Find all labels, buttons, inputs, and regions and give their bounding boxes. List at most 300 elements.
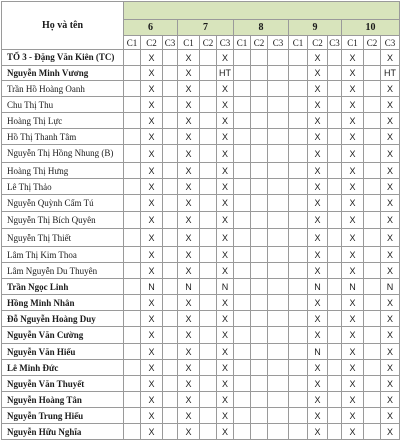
attendance-cell	[364, 179, 381, 195]
table-row	[2, 408, 400, 424]
attendance-cell: X	[381, 229, 400, 247]
attendance-cell: X	[217, 145, 234, 163]
attendance-cell: X	[308, 113, 328, 129]
attendance-cell	[251, 376, 268, 392]
attendance-cell	[234, 295, 251, 311]
attendance-cell: X	[342, 179, 364, 195]
attendance-cell	[328, 408, 342, 424]
table-row	[2, 212, 400, 229]
table-row	[2, 50, 400, 66]
member-name: Lê Thị Thảo	[2, 179, 124, 195]
attendance-cell: X	[342, 424, 364, 440]
attendance-cell	[251, 179, 268, 195]
attendance-cell	[364, 229, 381, 247]
attendance-cell	[234, 392, 251, 408]
member-name: Nguyễn Thị Thiết	[2, 229, 124, 247]
attendance-cell: X	[178, 392, 200, 408]
attendance-cell	[163, 195, 178, 212]
attendance-cell: X	[381, 327, 400, 344]
week-header-9: 9	[289, 20, 342, 36]
attendance-cell	[163, 360, 178, 376]
attendance-cell: N	[141, 279, 163, 295]
attendance-cell: X	[381, 344, 400, 360]
attendance-cell	[124, 145, 141, 163]
attendance-cell: X	[178, 327, 200, 344]
attendance-cell: X	[178, 163, 200, 179]
attendance-cell	[251, 50, 268, 66]
attendance-cell: X	[141, 179, 163, 195]
attendance-cell	[200, 376, 217, 392]
attendance-cell	[124, 408, 141, 424]
attendance-cell	[289, 327, 308, 344]
attendance-cell: X	[308, 195, 328, 212]
member-name: Trần Ngọc Linh	[2, 279, 124, 295]
attendance-cell	[268, 295, 289, 311]
attendance-cell	[289, 279, 308, 295]
attendance-cell: X	[381, 163, 400, 179]
attendance-cell	[268, 81, 289, 97]
table-row	[2, 145, 400, 163]
attendance-cell: X	[381, 295, 400, 311]
attendance-cell	[124, 66, 141, 81]
attendance-cell	[289, 424, 308, 440]
attendance-cell	[328, 229, 342, 247]
attendance-cell	[200, 129, 217, 145]
member-name: Nguyễn Minh Vương	[2, 66, 124, 81]
attendance-cell: X	[342, 66, 364, 81]
subcol-header-7-c2: C2	[200, 36, 217, 50]
member-name: Đỗ Nguyễn Hoàng Duy	[2, 311, 124, 327]
week-header-8: 8	[234, 20, 289, 36]
attendance-cell	[163, 212, 178, 229]
attendance-cell: X	[141, 247, 163, 263]
attendance-cell: X	[342, 247, 364, 263]
attendance-cell: X	[141, 212, 163, 229]
attendance-cell	[124, 376, 141, 392]
attendance-cell: X	[342, 163, 364, 179]
attendance-cell: X	[217, 392, 234, 408]
attendance-cell	[251, 212, 268, 229]
attendance-cell	[289, 163, 308, 179]
attendance-cell	[251, 247, 268, 263]
attendance-cell	[364, 376, 381, 392]
attendance-cell	[328, 327, 342, 344]
attendance-cell	[124, 113, 141, 129]
attendance-cell: X	[381, 195, 400, 212]
member-name: Lâm Thị Kim Thoa	[2, 247, 124, 263]
attendance-cell	[251, 344, 268, 360]
attendance-cell	[364, 279, 381, 295]
attendance-cell: X	[308, 392, 328, 408]
attendance-cell	[328, 279, 342, 295]
attendance-cell	[234, 376, 251, 392]
attendance-cell: X	[381, 408, 400, 424]
attendance-cell	[289, 50, 308, 66]
attendance-cell	[200, 424, 217, 440]
week-header-10: 10	[342, 20, 400, 36]
attendance-cell	[234, 344, 251, 360]
member-name: Trần Hồ Hoàng Oanh	[2, 81, 124, 97]
attendance-cell	[251, 327, 268, 344]
attendance-cell: X	[178, 424, 200, 440]
attendance-cell	[364, 311, 381, 327]
attendance-cell: X	[217, 327, 234, 344]
attendance-cell	[268, 360, 289, 376]
attendance-cell	[328, 263, 342, 279]
week-header-6: 6	[124, 20, 178, 36]
attendance-cell: X	[141, 360, 163, 376]
attendance-cell	[328, 145, 342, 163]
attendance-cell: X	[217, 376, 234, 392]
attendance-cell	[200, 247, 217, 263]
attendance-cell	[328, 163, 342, 179]
attendance-cell: X	[141, 97, 163, 113]
attendance-cell: X	[178, 263, 200, 279]
attendance-cell: X	[381, 247, 400, 263]
attendance-cell: X	[308, 163, 328, 179]
attendance-cell	[163, 97, 178, 113]
subcol-header-10-c1: C1	[342, 36, 364, 50]
attendance-cell	[251, 129, 268, 145]
attendance-cell: X	[308, 97, 328, 113]
attendance-cell: X	[141, 81, 163, 97]
attendance-cell	[251, 163, 268, 179]
attendance-cell: X	[141, 311, 163, 327]
attendance-cell: X	[217, 311, 234, 327]
attendance-cell	[124, 81, 141, 97]
attendance-cell	[163, 392, 178, 408]
attendance-cell	[289, 129, 308, 145]
attendance-cell: X	[381, 360, 400, 376]
attendance-cell: HT	[217, 66, 234, 81]
attendance-cell	[364, 263, 381, 279]
attendance-cell	[289, 66, 308, 81]
table-row	[2, 81, 400, 97]
attendance-cell: X	[308, 376, 328, 392]
member-name: Lâm Nguyễn Du Thuyên	[2, 263, 124, 279]
attendance-cell	[289, 113, 308, 129]
attendance-cell	[328, 311, 342, 327]
attendance-cell	[234, 145, 251, 163]
attendance-cell: X	[381, 50, 400, 66]
attendance-cell: X	[308, 424, 328, 440]
attendance-cell: X	[217, 344, 234, 360]
attendance-cell	[251, 311, 268, 327]
table-row	[2, 129, 400, 145]
attendance-cell	[364, 408, 381, 424]
attendance-cell: X	[141, 408, 163, 424]
attendance-cell: X	[308, 360, 328, 376]
attendance-cell	[268, 311, 289, 327]
attendance-cell: X	[141, 163, 163, 179]
attendance-cell	[251, 97, 268, 113]
attendance-cell: X	[308, 212, 328, 229]
attendance-cell: X	[178, 295, 200, 311]
member-name: Nguyễn Thị Bích Quyên	[2, 212, 124, 229]
attendance-cell	[234, 229, 251, 247]
attendance-cell	[251, 229, 268, 247]
member-name: Hoàng Thị Lực	[2, 113, 124, 129]
attendance-cell: X	[342, 263, 364, 279]
subcol-header-8-c1: C1	[234, 36, 251, 50]
attendance-cell	[124, 129, 141, 145]
attendance-cell: X	[308, 263, 328, 279]
attendance-cell	[200, 81, 217, 97]
member-name: Nguyễn Văn Hiếu	[2, 344, 124, 360]
attendance-cell: X	[217, 97, 234, 113]
attendance-cell	[289, 229, 308, 247]
attendance-cell	[289, 344, 308, 360]
attendance-cell	[163, 179, 178, 195]
attendance-cell	[234, 424, 251, 440]
attendance-cell	[251, 408, 268, 424]
table-row	[2, 179, 400, 195]
attendance-cell	[364, 145, 381, 163]
attendance-cell: X	[141, 66, 163, 81]
subcol-header-7-c3: C3	[217, 36, 234, 50]
table-row	[2, 327, 400, 344]
subcol-header-8-c2: C2	[251, 36, 268, 50]
attendance-cell: X	[141, 295, 163, 311]
attendance-cell	[289, 97, 308, 113]
table-row	[2, 360, 400, 376]
table-row	[2, 344, 400, 360]
attendance-cell: X	[381, 179, 400, 195]
member-name: TỔ 3 - Đặng Văn Kiên (TC)	[2, 50, 124, 66]
attendance-cell: X	[381, 212, 400, 229]
attendance-cell	[289, 179, 308, 195]
attendance-cell	[234, 81, 251, 97]
attendance-cell: HT	[381, 66, 400, 81]
attendance-cell	[289, 376, 308, 392]
attendance-cell	[234, 129, 251, 145]
subcol-header-8-c3: C3	[268, 36, 289, 50]
attendance-cell	[124, 163, 141, 179]
attendance-cell: X	[141, 392, 163, 408]
subcol-header-9-c1: C1	[289, 36, 308, 50]
attendance-cell: X	[217, 295, 234, 311]
attendance-cell: X	[217, 212, 234, 229]
attendance-cell	[163, 408, 178, 424]
member-name: Chu Thị Thu	[2, 97, 124, 113]
attendance-cell: X	[178, 97, 200, 113]
attendance-cell	[251, 145, 268, 163]
attendance-cell	[234, 247, 251, 263]
attendance-cell: X	[141, 424, 163, 440]
attendance-cell	[163, 229, 178, 247]
attendance-cell	[251, 392, 268, 408]
attendance-cell: N	[381, 279, 400, 295]
attendance-cell: X	[178, 195, 200, 212]
attendance-cell	[251, 279, 268, 295]
attendance-cell: X	[381, 376, 400, 392]
attendance-cell	[163, 66, 178, 81]
attendance-cell	[268, 327, 289, 344]
attendance-cell: X	[178, 129, 200, 145]
table-row	[2, 263, 400, 279]
attendance-cell: X	[308, 229, 328, 247]
attendance-cell: X	[308, 179, 328, 195]
attendance-cell	[124, 247, 141, 263]
attendance-cell: X	[342, 311, 364, 327]
attendance-cell: X	[342, 81, 364, 97]
attendance-cell	[200, 145, 217, 163]
attendance-cell: N	[342, 279, 364, 295]
attendance-cell: X	[342, 392, 364, 408]
attendance-cell	[251, 66, 268, 81]
table-row	[2, 163, 400, 179]
attendance-cell	[289, 145, 308, 163]
attendance-cell	[268, 129, 289, 145]
attendance-cell	[251, 263, 268, 279]
attendance-cell	[289, 295, 308, 311]
attendance-cell	[200, 113, 217, 129]
table-row	[2, 195, 400, 212]
attendance-cell: X	[178, 311, 200, 327]
attendance-cell: X	[342, 50, 364, 66]
member-name: Nguyễn Văn Cường	[2, 327, 124, 344]
member-name: Hoàng Thị Hưng	[2, 163, 124, 179]
attendance-cell: X	[178, 376, 200, 392]
attendance-cell: X	[342, 408, 364, 424]
table-row	[2, 97, 400, 113]
member-name: Nguyễn Hữu Nghĩa	[2, 424, 124, 440]
attendance-cell: X	[308, 129, 328, 145]
attendance-cell	[200, 263, 217, 279]
subcol-header-9-c2: C2	[308, 36, 328, 50]
attendance-cell	[268, 229, 289, 247]
attendance-cell	[251, 195, 268, 212]
table-row	[2, 295, 400, 311]
week-header-7: 7	[178, 20, 234, 36]
attendance-cell	[364, 163, 381, 179]
attendance-cell	[289, 408, 308, 424]
attendance-cell	[200, 360, 217, 376]
attendance-cell	[364, 113, 381, 129]
attendance-cell: X	[217, 424, 234, 440]
header-band	[124, 2, 400, 20]
attendance-cell: X	[342, 113, 364, 129]
subcol-header-10-c3: C3	[381, 36, 400, 50]
attendance-cell	[200, 66, 217, 81]
attendance-cell: X	[178, 113, 200, 129]
attendance-cell: X	[381, 81, 400, 97]
attendance-cell	[234, 113, 251, 129]
table-row	[2, 376, 400, 392]
attendance-cell	[328, 50, 342, 66]
attendance-cell: X	[342, 195, 364, 212]
attendance-cell	[251, 360, 268, 376]
attendance-cell	[124, 424, 141, 440]
attendance-cell	[124, 50, 141, 66]
attendance-cell: X	[381, 311, 400, 327]
attendance-cell: X	[141, 376, 163, 392]
attendance-cell	[163, 81, 178, 97]
attendance-cell	[268, 163, 289, 179]
attendance-cell	[124, 97, 141, 113]
attendance-cell	[200, 163, 217, 179]
attendance-cell	[234, 66, 251, 81]
attendance-cell: X	[141, 145, 163, 163]
attendance-cell	[328, 97, 342, 113]
attendance-cell	[268, 279, 289, 295]
attendance-cell: X	[178, 179, 200, 195]
attendance-cell	[328, 129, 342, 145]
attendance-cell	[200, 344, 217, 360]
attendance-cell: X	[178, 408, 200, 424]
attendance-cell	[268, 195, 289, 212]
attendance-cell	[163, 424, 178, 440]
attendance-cell	[200, 212, 217, 229]
attendance-cell	[268, 247, 289, 263]
attendance-cell: X	[308, 311, 328, 327]
attendance-cell: X	[141, 50, 163, 66]
attendance-cell	[289, 311, 308, 327]
attendance-cell: X	[141, 263, 163, 279]
attendance-cell	[328, 360, 342, 376]
attendance-cell: X	[217, 129, 234, 145]
attendance-cell	[200, 311, 217, 327]
attendance-cell	[268, 408, 289, 424]
attendance-cell	[234, 163, 251, 179]
attendance-cell: X	[178, 247, 200, 263]
attendance-cell	[234, 195, 251, 212]
attendance-cell	[364, 129, 381, 145]
table-row	[2, 66, 400, 81]
attendance-cell	[234, 360, 251, 376]
attendance-cell: X	[217, 229, 234, 247]
member-name: Hồng Minh Nhân	[2, 295, 124, 311]
attendance-cell	[364, 360, 381, 376]
attendance-cell: X	[342, 344, 364, 360]
attendance-cell	[328, 295, 342, 311]
attendance-cell: X	[141, 113, 163, 129]
table-row	[2, 113, 400, 129]
attendance-cell	[234, 279, 251, 295]
attendance-cell	[200, 327, 217, 344]
attendance-cell	[234, 97, 251, 113]
attendance-cell	[364, 247, 381, 263]
attendance-cell	[364, 424, 381, 440]
attendance-cell	[234, 327, 251, 344]
attendance-cell	[124, 212, 141, 229]
attendance-cell	[268, 392, 289, 408]
attendance-cell: X	[178, 229, 200, 247]
attendance-cell: X	[217, 50, 234, 66]
attendance-cell	[163, 295, 178, 311]
table-row	[2, 311, 400, 327]
attendance-cell	[328, 81, 342, 97]
subcol-header-6-c1: C1	[124, 36, 141, 50]
attendance-cell: X	[178, 360, 200, 376]
table-row	[2, 424, 400, 440]
attendance-cell	[268, 424, 289, 440]
attendance-cell	[200, 97, 217, 113]
attendance-cell	[268, 344, 289, 360]
attendance-cell	[268, 50, 289, 66]
attendance-cell: X	[178, 145, 200, 163]
attendance-cell	[163, 327, 178, 344]
attendance-cell	[364, 195, 381, 212]
attendance-cell: X	[342, 360, 364, 376]
member-name: Lê Minh Đức	[2, 360, 124, 376]
table-body	[2, 2, 400, 440]
attendance-cell	[124, 263, 141, 279]
attendance-cell: X	[342, 212, 364, 229]
attendance-cell	[163, 344, 178, 360]
attendance-cell	[289, 81, 308, 97]
attendance-cell	[289, 195, 308, 212]
